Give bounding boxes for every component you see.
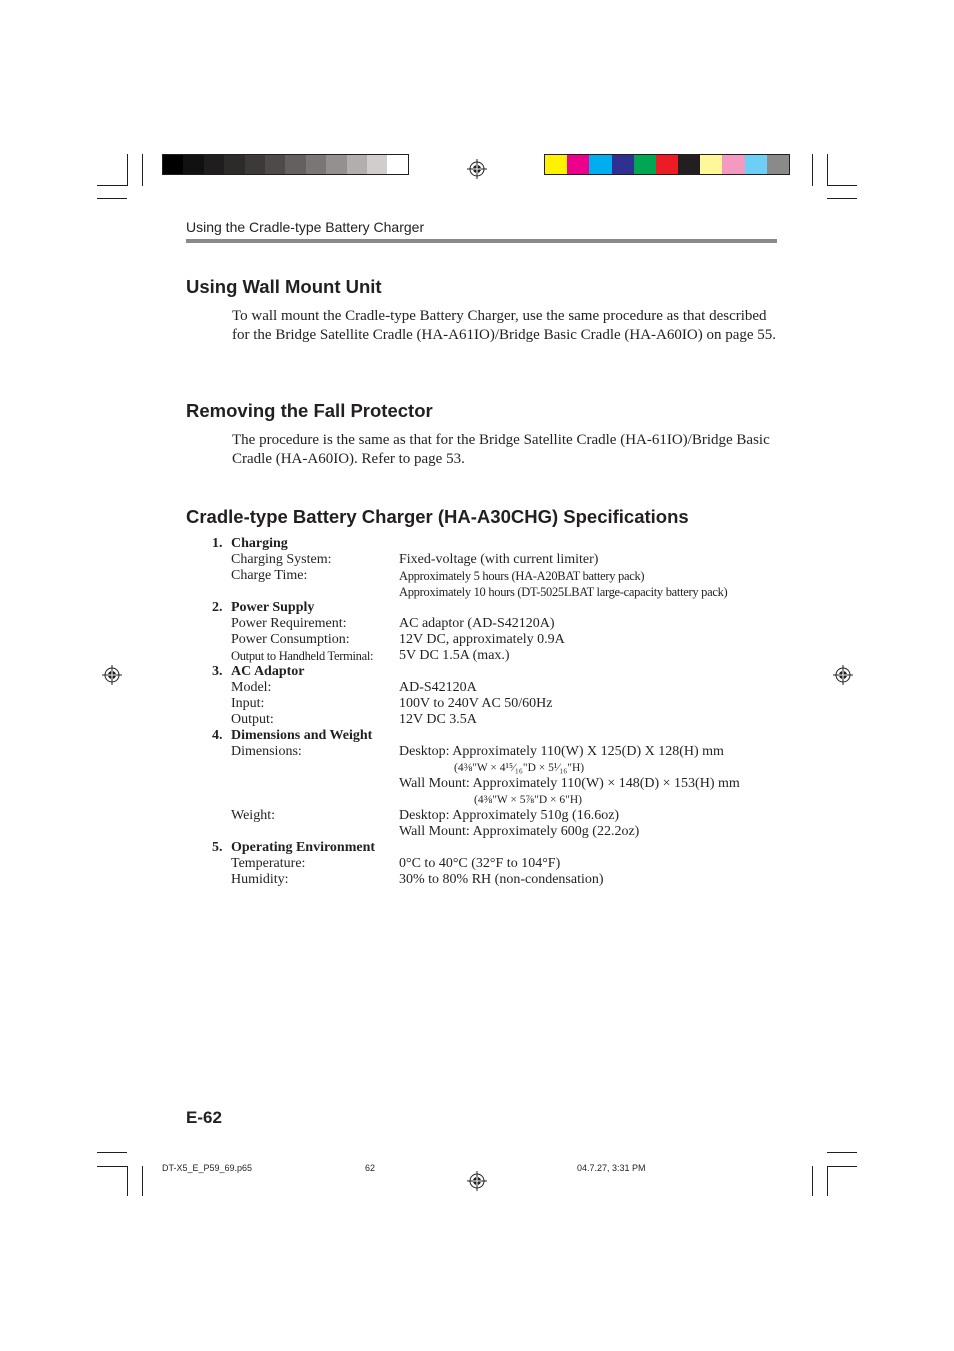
spec-value: 12V DC 3.5A: [399, 712, 477, 727]
crop-mark: [142, 1166, 143, 1196]
spec-heading-row: [212, 728, 792, 744]
calibration-swatch: [204, 155, 224, 174]
spec-row: [212, 792, 792, 808]
spec-number: 1.: [212, 536, 223, 551]
calibration-swatch: [326, 155, 346, 174]
footer-page: 62: [365, 1163, 376, 1173]
spec-value: 30% to 80% RH (non-condensation): [399, 872, 604, 887]
calibration-swatch: [700, 155, 722, 174]
calibration-swatch: [265, 155, 285, 174]
spec-label: Humidity:: [231, 872, 289, 887]
crop-mark: [827, 198, 857, 199]
spec-heading: Charging: [231, 536, 288, 551]
spec-row: [212, 872, 792, 888]
spec-heading-row: [212, 600, 792, 616]
spec-value: AC adaptor (AD-S42120A): [399, 616, 555, 631]
spec-row: [212, 552, 792, 568]
calibration-swatch: [722, 155, 744, 174]
calibration-swatch: [589, 155, 611, 174]
registration-target-icon: [467, 1171, 487, 1191]
calibration-swatch: [367, 155, 387, 174]
spec-value: Desktop: Approximately 110(W) X 125(D) X 128(H) mm: [399, 744, 724, 759]
grayscale-calibration-bar: [162, 154, 409, 175]
spec-value: (4⅜"W × 5⅞"D × 6"H): [474, 794, 582, 806]
spec-number: 3.: [212, 664, 223, 679]
spec-row: [212, 696, 792, 712]
crop-mark: [142, 154, 143, 186]
crop-mark: [827, 154, 828, 186]
spec-label: Model:: [231, 680, 272, 695]
spec-value: Approximately 5 hours (HA-A20BAT battery pack): [399, 569, 645, 583]
registration-target-icon: [833, 665, 853, 685]
spec-value: Wall Mount: Approximately 600g (22.2oz): [399, 824, 640, 839]
crop-mark: [812, 154, 813, 186]
registration-target-icon: [467, 159, 487, 179]
calibration-swatch: [224, 155, 244, 174]
spec-row: [212, 568, 792, 584]
spec-row: [212, 616, 792, 632]
footer-filename: DT-X5_E_P59_69.p65: [162, 1163, 253, 1173]
calibration-swatch: [285, 155, 305, 174]
specifications-list: [212, 536, 792, 888]
spec-value: 12V DC, approximately 0.9A: [399, 632, 565, 647]
calibration-swatch: [678, 155, 700, 174]
spec-label: Power Consumption:: [231, 632, 350, 647]
calibration-swatch: [545, 155, 567, 174]
footer-date: 04.7.27, 3:31 PM: [577, 1163, 646, 1173]
spec-label: Output to Handheld Terminal:: [231, 649, 374, 663]
spec-number: 2.: [212, 600, 223, 615]
spec-value: (4⅜"W × 4¹⁵⁄₁₆"D × 5¹⁄₁₆"H): [454, 762, 585, 774]
calibration-swatch: [245, 155, 265, 174]
spec-row: [212, 712, 792, 728]
registration-target-icon: [102, 665, 122, 685]
color-calibration-bar: [544, 154, 790, 175]
calibration-swatch: [387, 155, 407, 174]
crop-mark: [827, 1166, 857, 1167]
crop-mark: [812, 1166, 813, 1196]
spec-heading-row: [212, 664, 792, 680]
spec-label: Input:: [231, 696, 265, 711]
spec-row: [212, 680, 792, 696]
spec-value: 100V to 240V AC 50/60Hz: [399, 696, 553, 711]
spec-row: [212, 776, 792, 792]
crop-mark: [827, 185, 857, 186]
crop-mark: [97, 198, 127, 199]
running-head: Using the Cradle-type Battery Charger: [186, 219, 425, 235]
crop-mark: [127, 154, 128, 186]
calibration-swatch: [306, 155, 326, 174]
spec-value: Approximately 10 hours (DT-5025LBAT large-capacity battery pack): [399, 585, 728, 599]
spec-heading-row: [212, 536, 792, 552]
crop-mark: [827, 1152, 857, 1153]
spec-row: [212, 824, 792, 840]
spec-value: Wall Mount: Approximately 110(W) × 148(D) × 153(H) mm: [399, 776, 740, 791]
spec-value: Fixed-voltage (with current limiter): [399, 552, 599, 567]
spec-heading: AC Adaptor: [231, 664, 305, 679]
spec-row: [212, 632, 792, 648]
spec-value: AD-S42120A: [399, 680, 477, 695]
spec-label: Output:: [231, 712, 274, 727]
crop-mark: [827, 1166, 828, 1196]
spec-row: [212, 856, 792, 872]
spec-heading: Operating Environment: [231, 840, 376, 855]
spec-label: Temperature:: [231, 856, 306, 871]
spec-heading: Power Supply: [231, 600, 315, 615]
crop-mark: [97, 1152, 127, 1153]
spec-value: 0°C to 40°C (32°F to 104°F): [399, 856, 561, 871]
spec-row: [212, 648, 792, 664]
calibration-swatch: [656, 155, 678, 174]
spec-number: 5.: [212, 840, 223, 855]
spec-label: Power Requirement:: [231, 616, 347, 631]
crop-mark: [97, 1166, 127, 1167]
spec-value: Desktop: Approximately 510g (16.6oz): [399, 808, 620, 823]
section-body-fall-protector: The procedure is the same as that for the Bridge Satellite Cradle (HA-61IO)/Bridge Basic Cradle (HA-A60IO). Refer to page 53.: [232, 432, 770, 467]
section-title-wall-mount: Using Wall Mount Unit: [186, 276, 382, 297]
calibration-swatch: [347, 155, 367, 174]
spec-row: [212, 808, 792, 824]
spec-label: Dimensions:: [231, 744, 302, 759]
spec-value: 5V DC 1.5A (max.): [399, 648, 510, 663]
spec-row: [212, 744, 792, 760]
header-rule: [186, 239, 777, 243]
crop-mark: [97, 185, 127, 186]
spec-heading: Dimensions and Weight: [231, 728, 373, 743]
calibration-swatch: [767, 155, 789, 174]
calibration-swatch: [183, 155, 203, 174]
calibration-swatch: [745, 155, 767, 174]
spec-label: Charging System:: [231, 552, 332, 567]
section-body-wall-mount: To wall mount the Cradle-type Battery Charger, use the same procedure as that described for the Bridge Satellite Cradle (HA-A61IO)/Bridge Basic Cradle (HA-A60IO) on page 55.: [232, 308, 777, 343]
spec-row: [212, 584, 792, 600]
spec-label: Weight:: [231, 808, 275, 823]
section-title-fall-protector: Removing the Fall Protector: [186, 400, 433, 421]
section-title-specifications: Cradle-type Battery Charger (HA-A30CHG) Specifications: [186, 506, 689, 527]
spec-heading-row: [212, 840, 792, 856]
calibration-swatch: [567, 155, 589, 174]
page-number: E-62: [186, 1108, 222, 1127]
spec-label: Charge Time:: [231, 568, 308, 583]
spec-row: [212, 760, 792, 776]
calibration-swatch: [612, 155, 634, 174]
calibration-swatch: [163, 155, 183, 174]
crop-mark: [127, 1166, 128, 1196]
spec-number: 4.: [212, 728, 223, 743]
calibration-swatch: [634, 155, 656, 174]
